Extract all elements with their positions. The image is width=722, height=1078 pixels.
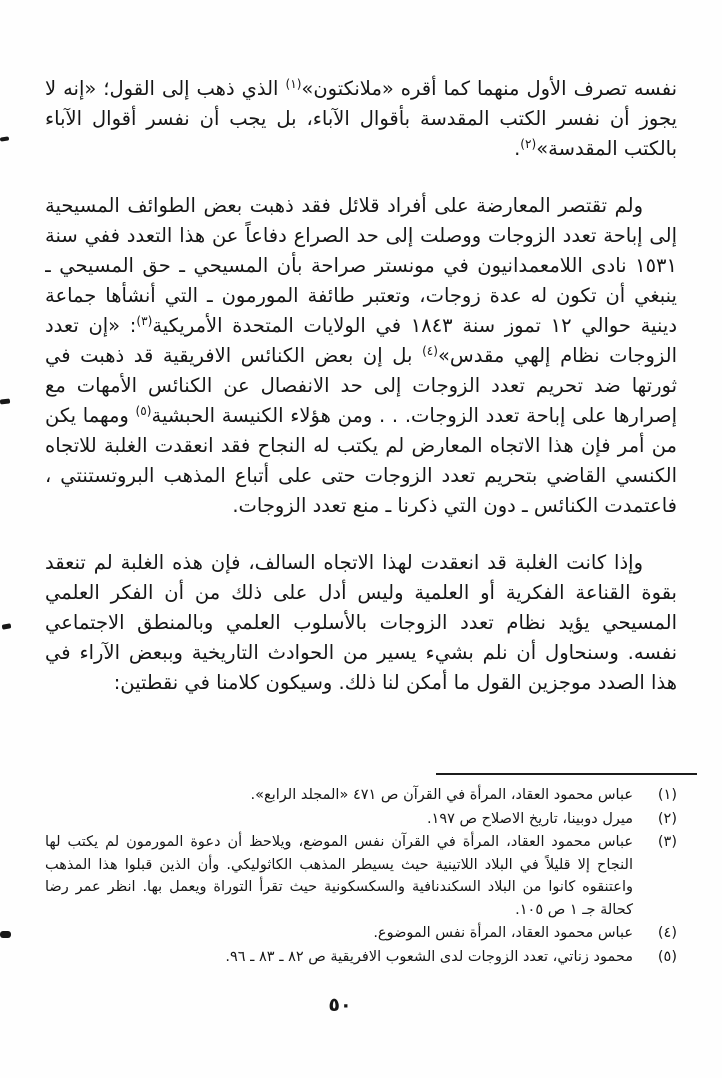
footnote-text: عباس محمود العقاد، المرأة في القرآن ص ٤٧١ «المجلد الرابع». bbox=[250, 787, 633, 803]
footnote-reference: (٢) bbox=[520, 137, 537, 151]
footnote bbox=[45, 946, 677, 969]
footnote bbox=[45, 831, 677, 921]
scan-artifact-mark bbox=[2, 623, 12, 629]
footnote-marker: (٥) bbox=[657, 948, 677, 965]
footnote bbox=[45, 922, 677, 945]
footnote-marker: (٣) bbox=[657, 834, 677, 850]
footnote-text: محمود زناتي، تعدد الزوجات لدى الشعوب الافريقية ص ٨٢ ـ ٨٣ ـ ٩٦. bbox=[225, 948, 633, 965]
footnote bbox=[45, 808, 677, 831]
footnote-reference: (٣) bbox=[136, 314, 153, 328]
footnote-text: عباس محمود العقاد، المرأة في القرآن نفس الموضع، ويلاحظ أن دعوة المورمون لم يكتب لها النجاح إلا قليلاً في البلاد اللاتينية حيث يسيطر المذهب الكاثوليكي. وأن الذين قبلوا هذا المذهب واعتنقوه كانوا من البلاد السكندنافية والسكسكونية حيث تقرأ التوراة ويعمل بها. انظر عمر رضا كحالة جـ ١ ص ١٠٥. bbox=[45, 834, 633, 918]
footnote-reference: (١) bbox=[285, 77, 302, 91]
footnote-separator bbox=[436, 773, 697, 775]
footnote-reference: (٥) bbox=[135, 404, 152, 418]
paragraph: وإذا كانت الغلبة قد انعقدت لهذا الاتجاه السالف، فإن هذه الغلبة لم تنعقد بقوة القناعة الفكرية أو العلمية وليس أدل على ذلك من أن الفكر العلمي المسيحي يؤيد نظام تعدد الزوجات بالأسلوب العلمي وبالمنطق الاجتماعي نفسه. وسنحاول أن نلم بشيء يسير من الحوادث التاريخية وببعض الآراء في هذا الصدد موجزين القول ما أمكن لنا ذلك. وسيكون كلامنا في نقطتين: bbox=[45, 551, 677, 694]
footnote-text: ميرل دوبينا، تاريخ الاصلاح ص ١٩٧. bbox=[426, 810, 633, 827]
paragraph: ولم تقتصر المعارضة على أفراد قلائل فقد ذهبت بعض الطوائف المسيحية إلى إباحة تعدد الزوجات ووصلت إلى حد الصراع دفاعاً عن هذا التعدد ففي سنة ١٥٣١ نادى اللامعمدانيون في مونستر صراحة بأن المسيحي ـ حق المسيحي ـ ينبغي أن تكون له عدة زوجات، وتعتبر طائفة المورمون ـ التي أنشأها جماعة دينية حوالي ١٢ تموز سنة ١٨٤٣ في الولايات المتحدة الأمريكية$^{(٣)}$: «إن تعدد الزوجات نظام إلهي مقدس»$^{(٤)}$ بل إن بعض الكنائس الافريقية قد ذهبت في ثورتها ضد تحريم تعدد الزوجات إلى حد الانفصال عن الكنائس الأمهات مع إصرارها على إباحة تعدد الزوجات. . . ومن هؤلاء الكنيسة الحبشية$^{(٥)}$ ومهما يكن من أمر فإن هذا الاتجاه المعارض لم يكتب له النجاح فقد انعقدت الغلبة للاتجاه الكنسي القاضي بتحريم تعدد الزوجات حتى على أتباع المذهب البروتستنتي ، فاعتمدت الكنائس ـ دون التي ذكرنا ـ منع تعدد الزوجات. bbox=[45, 194, 677, 517]
scan-artifact-mark bbox=[0, 398, 10, 404]
scan-artifact-mark bbox=[0, 931, 11, 938]
footnote-marker: (١) bbox=[657, 787, 677, 803]
footnote-marker: (٤) bbox=[657, 925, 677, 941]
footnote bbox=[45, 784, 677, 807]
body-text bbox=[45, 74, 677, 766]
footnotes-section bbox=[45, 784, 677, 969]
footnote-reference: (٤) bbox=[422, 344, 438, 358]
footnote-text: عباس محمود العقاد، المرأة نفس الموضوع. bbox=[373, 925, 633, 941]
scan-artifact-mark bbox=[0, 136, 9, 141]
paragraph: نفسه تصرف الأول منهما كما أقره «ملانكتون»$^{(١)}$ الذي ذهب إلى القول؛ «إنه لا يجوز أن نفسر الكتب المقدسة بأقوال الآباء، بل يجب أن نفسر أقوال الآباء بالكتب المقدسة»$^{(٢)}$. bbox=[45, 77, 677, 160]
footnote-marker: (٢) bbox=[657, 810, 677, 827]
page-number: ٥٠ bbox=[328, 994, 352, 1016]
